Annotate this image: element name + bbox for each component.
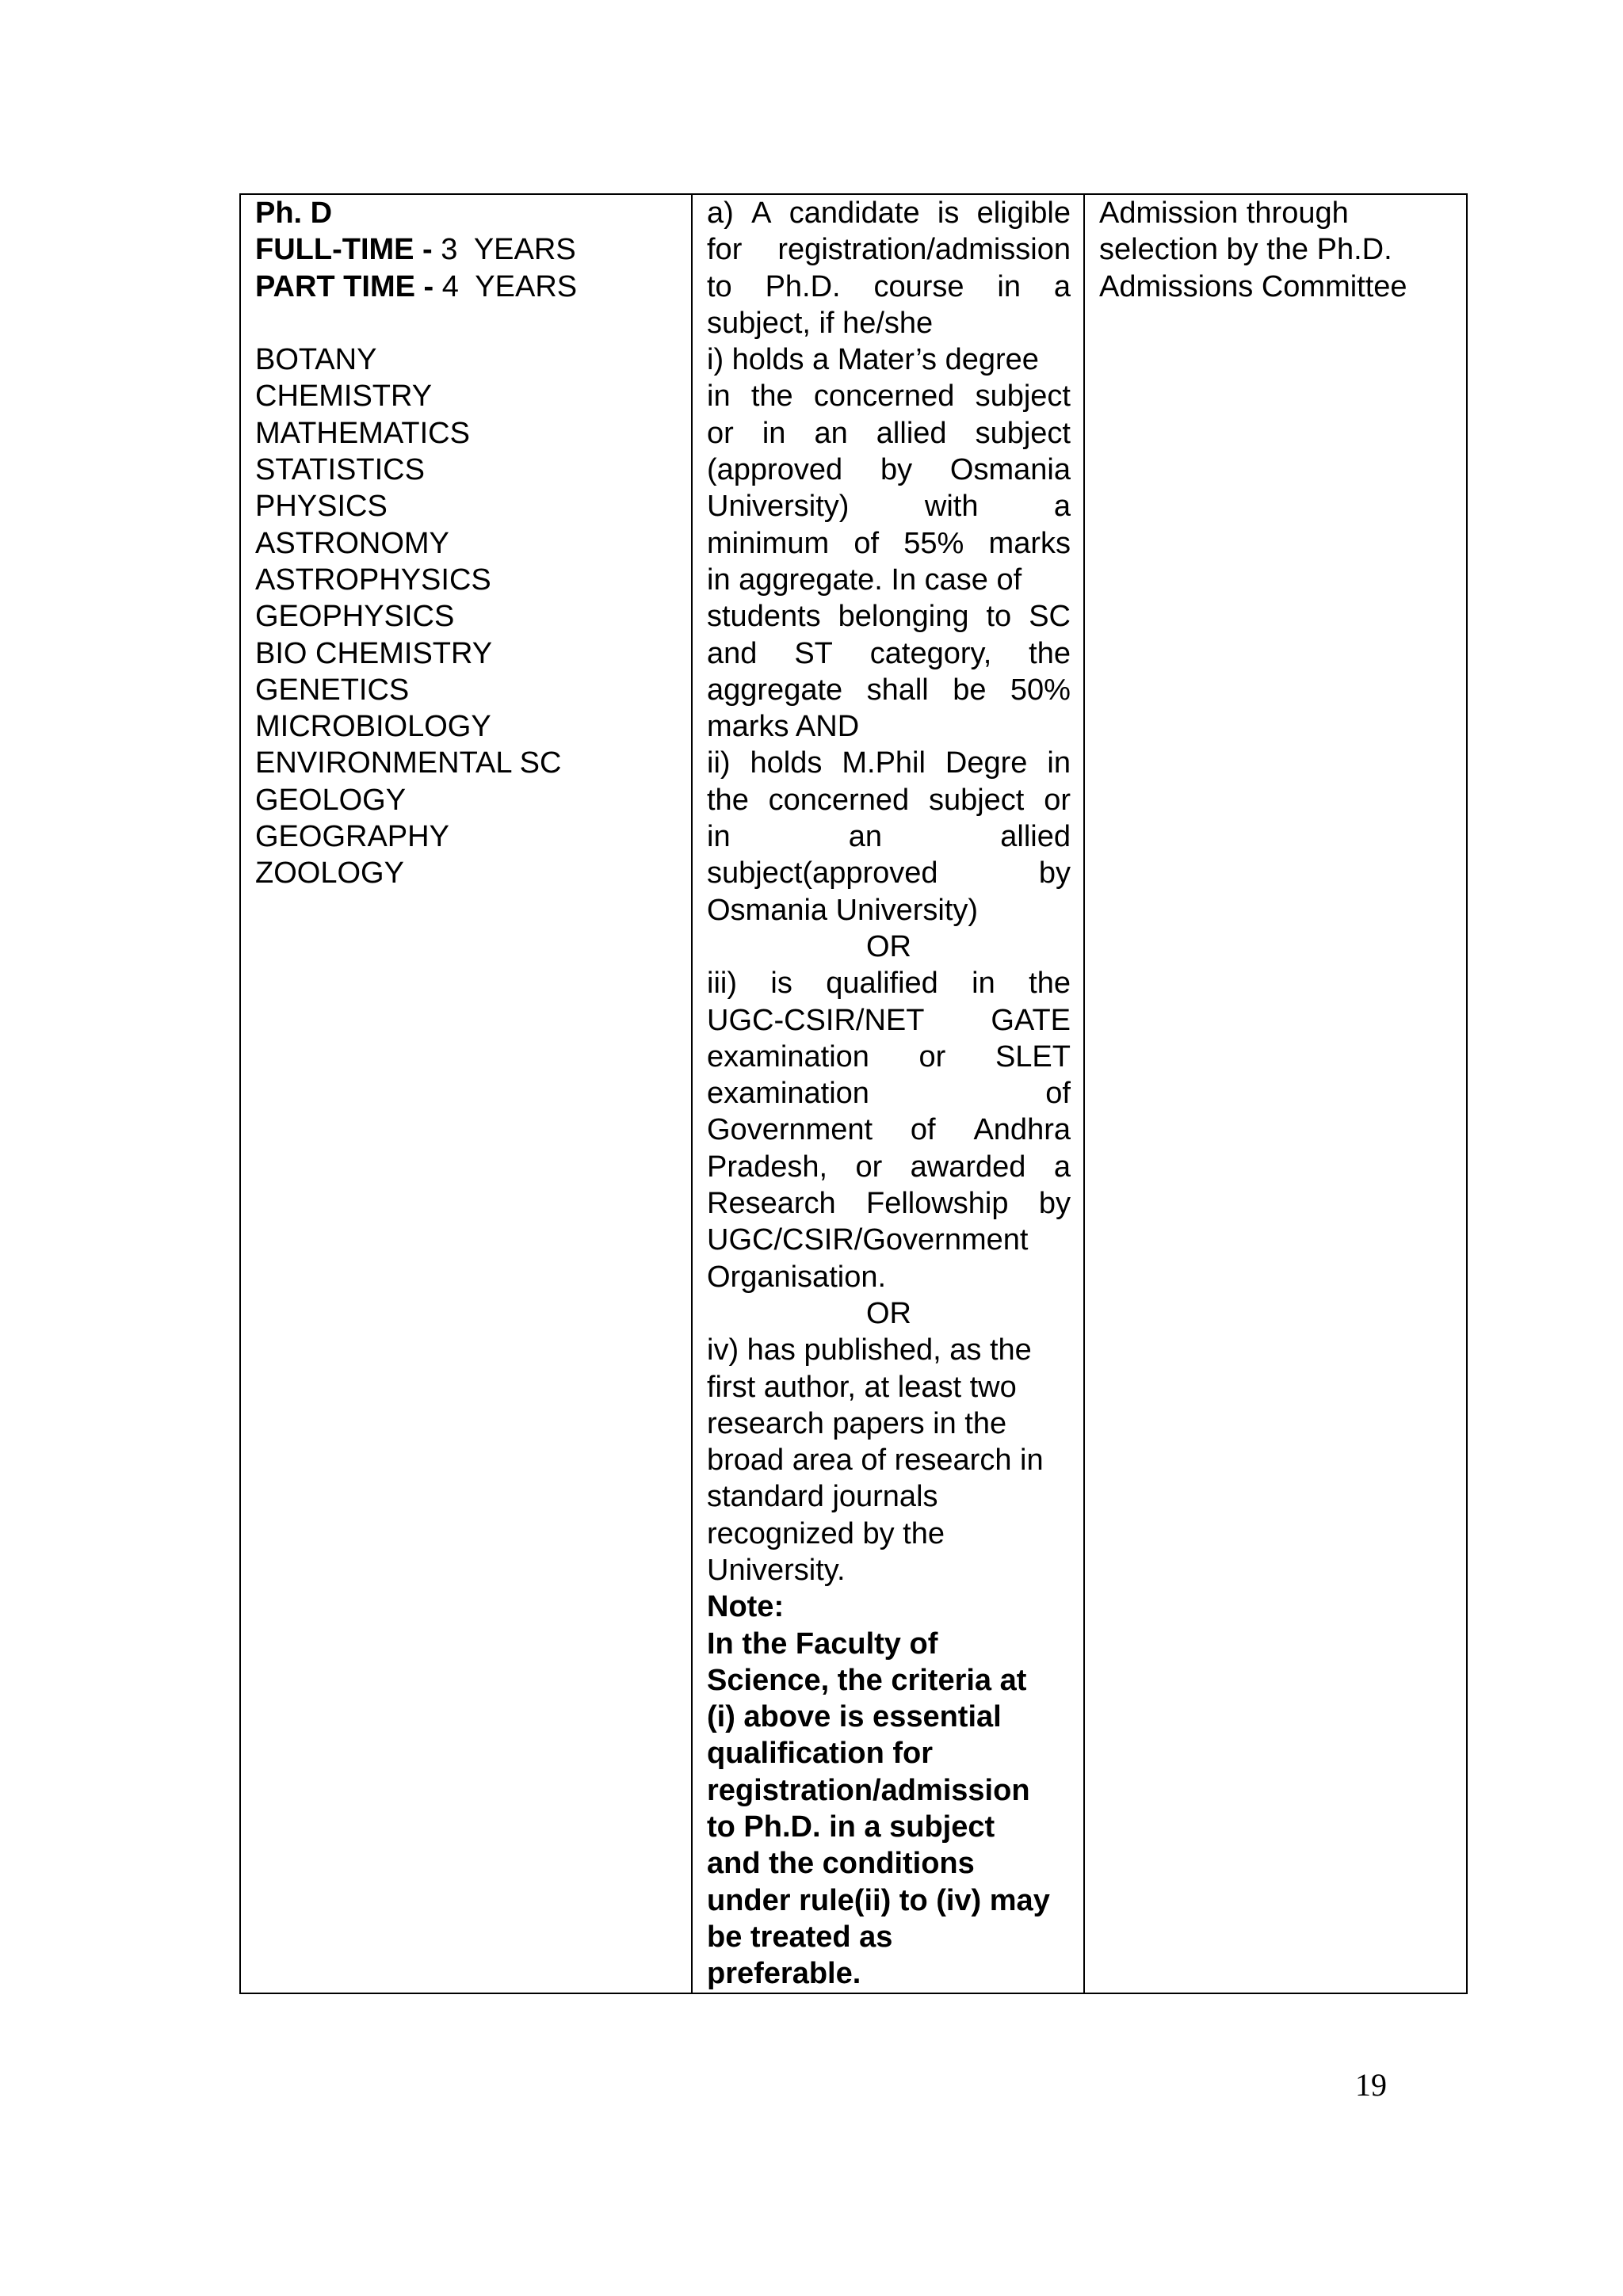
eligibility-table bbox=[239, 193, 1468, 1994]
subject-item: BOTANY bbox=[255, 343, 377, 377]
eligibility-line: Research Fellowship by bbox=[707, 1187, 1071, 1221]
eligibility-cell bbox=[692, 194, 1084, 1993]
subject-item: GEOPHYSICS bbox=[255, 600, 455, 634]
eligibility-line: standard journals bbox=[707, 1480, 938, 1514]
eligibility-line: a) A candidate is eligible bbox=[707, 196, 1071, 230]
eligibility-line: UGC/CSIR/Government bbox=[707, 1223, 1029, 1257]
eligibility-line: in aggregate. In case of bbox=[707, 563, 1022, 597]
subject-item: STATISTICS bbox=[255, 453, 425, 487]
subject-item: BIO CHEMISTRY bbox=[255, 636, 493, 670]
admission-line: Admission through bbox=[1099, 196, 1349, 230]
subject-item: ASTROPHYSICS bbox=[255, 563, 491, 597]
eligibility-line: to Ph.D. course in a bbox=[707, 269, 1071, 303]
eligibility-line: University) with a bbox=[707, 490, 1071, 524]
admission-line: Admissions Committee bbox=[1099, 269, 1407, 303]
eligibility-line: subject(approved by bbox=[707, 856, 1071, 891]
eligibility-line: Organisation. bbox=[707, 1260, 887, 1294]
subject-item: GEOGRAPHY bbox=[255, 820, 449, 854]
subject-list bbox=[255, 341, 678, 891]
eligibility-text bbox=[707, 195, 1071, 1993]
eligibility-line: subject, if he/she bbox=[707, 306, 934, 340]
subject-item: GENETICS bbox=[255, 673, 410, 707]
eligibility-line: ii) holds M.Phil Degre in bbox=[707, 746, 1071, 780]
eligibility-line: in an allied bbox=[707, 820, 1071, 854]
eligibility-line: and ST category, the bbox=[707, 636, 1071, 670]
note-line: preferable. bbox=[707, 1957, 861, 1991]
subject-item: ENVIRONMENTAL SC bbox=[255, 746, 562, 780]
eligibility-line: first author, at least two bbox=[707, 1370, 1017, 1404]
note-line: Note: bbox=[707, 1590, 785, 1624]
eligibility-line: in the concerned subject bbox=[707, 379, 1071, 414]
eligibility-line: broad area of research in bbox=[707, 1444, 1044, 1478]
eligibility-line: recognized by the bbox=[707, 1516, 945, 1550]
course-title: Ph. D bbox=[255, 196, 333, 230]
admission-cell bbox=[1084, 194, 1467, 1993]
admission-line: selection by the Ph.D. bbox=[1099, 233, 1392, 267]
eligibility-line: (approved by Osmania bbox=[707, 453, 1071, 487]
course-cell bbox=[240, 194, 692, 1993]
subject-item: GEOLOGY bbox=[255, 783, 407, 817]
note-line: qualification for bbox=[707, 1737, 933, 1771]
eligibility-line: students belonging to SC bbox=[707, 600, 1071, 634]
subject-item: MATHEMATICS bbox=[255, 416, 470, 450]
subject-item: ASTRONOMY bbox=[255, 526, 449, 560]
subject-item: CHEMISTRY bbox=[255, 379, 433, 414]
note-line: to Ph.D. in a subject bbox=[707, 1810, 995, 1844]
eligibility-line: OR bbox=[866, 1296, 911, 1330]
eligibility-line: minimum of 55% marks bbox=[707, 526, 1071, 560]
eligibility-line: the concerned subject or bbox=[707, 783, 1071, 817]
admission-text bbox=[1099, 195, 1453, 305]
eligibility-line: marks AND bbox=[707, 710, 860, 744]
table-row bbox=[240, 194, 1467, 1993]
eligibility-line: examination of bbox=[707, 1077, 1071, 1111]
note-line: and the conditions bbox=[707, 1847, 975, 1881]
eligibility-line: iii) is qualified in the bbox=[707, 967, 1071, 1001]
subject-item: MICROBIOLOGY bbox=[255, 710, 491, 744]
note-line: Science, the criteria at bbox=[707, 1663, 1027, 1697]
note-line: under rule(ii) to (iv) may bbox=[707, 1883, 1050, 1917]
eligibility-line: Osmania University) bbox=[707, 893, 979, 927]
eligibility-line: examination or SLET bbox=[707, 1039, 1071, 1074]
subject-item: PHYSICS bbox=[255, 490, 388, 524]
eligibility-line: OR bbox=[866, 929, 911, 963]
eligibility-line: aggregate shall be 50% bbox=[707, 673, 1071, 707]
note-line: be treated as bbox=[707, 1920, 893, 1954]
eligibility-line: UGC-CSIR/NET GATE bbox=[707, 1003, 1071, 1037]
page-number: 19 bbox=[1355, 2067, 1387, 2103]
spacer bbox=[255, 305, 678, 341]
subject-item: ZOOLOGY bbox=[255, 856, 404, 891]
eligibility-line: research papers in the bbox=[707, 1406, 1007, 1440]
note-line: (i) above is essential bbox=[707, 1700, 1002, 1734]
eligibility-line: for registration/admission bbox=[707, 233, 1071, 267]
part-time-duration: PART TIME - 4 YEARS bbox=[255, 269, 578, 303]
full-time-duration: FULL-TIME - 3 YEARS bbox=[255, 233, 576, 267]
eligibility-line: Government of Andhra bbox=[707, 1113, 1071, 1147]
note-line: registration/admission bbox=[707, 1773, 1030, 1807]
eligibility-line: University. bbox=[707, 1553, 846, 1587]
eligibility-line: or in an allied subject bbox=[707, 416, 1071, 450]
eligibility-line: i) holds a Mater’s degree bbox=[707, 343, 1039, 377]
note-line: In the Faculty of bbox=[707, 1627, 938, 1661]
eligibility-line: iv) has published, as the bbox=[707, 1333, 1032, 1367]
eligibility-line: Pradesh, or awarded a bbox=[707, 1150, 1071, 1184]
